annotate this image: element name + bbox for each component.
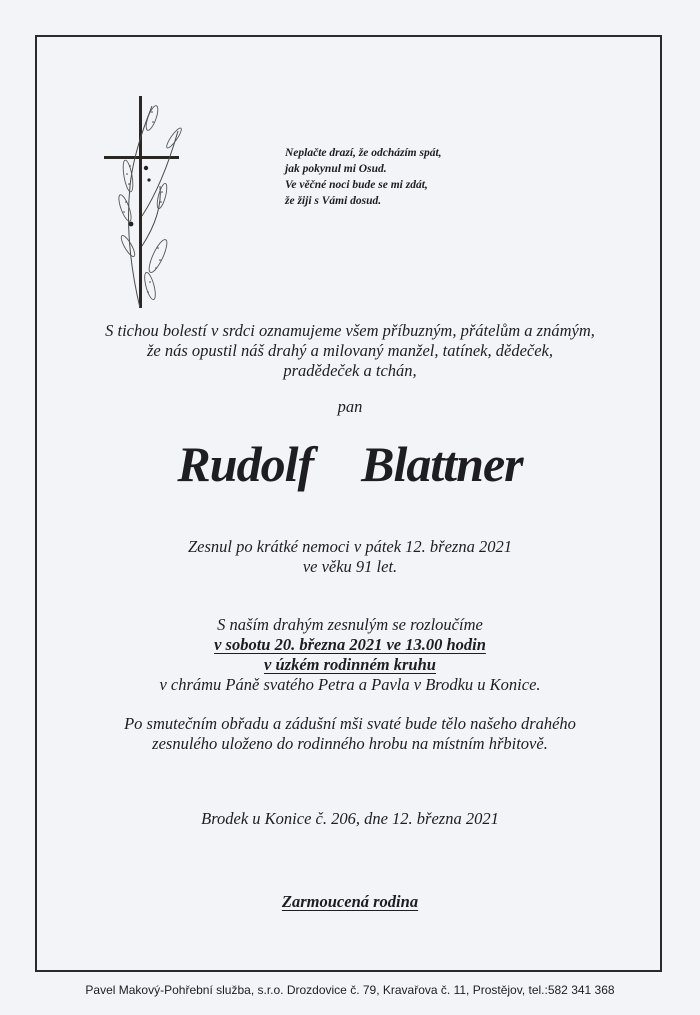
poem-line: Neplačte drazí, že odcházím spát,	[285, 147, 442, 159]
farewell-details	[0, 615, 700, 695]
poem-line: Ve věčné noci bude se mi zdát,	[285, 179, 428, 191]
signoff	[0, 892, 700, 912]
poem-line: že žiji s Vámi dosud.	[285, 195, 382, 207]
cross-with-branch-icon	[100, 96, 185, 308]
announcement-line: pradědeček a tchán,	[283, 361, 417, 380]
last-name: Blattner	[361, 436, 523, 492]
burial-line: zesnulého uloženo do rodinného hrobu na místním hřbitově.	[152, 734, 548, 753]
farewell-circle: v úzkém rodinném kruhu	[264, 655, 436, 674]
burial-notice	[0, 714, 700, 754]
memorial-poem	[285, 145, 442, 209]
first-name: Rudolf	[177, 436, 314, 492]
farewell-date: v sobotu 20. března 2021 ve 13.00 hodin	[214, 635, 486, 654]
poem-line: jak pokynul mi Osud.	[285, 163, 387, 175]
announcement-line: S tichou bolestí v srdci oznamujeme všem příbuzným, přátelům a známým,	[105, 321, 595, 340]
death-line: Zesnul po krátké nemoci v pátek 12. března 2021	[188, 537, 512, 556]
announcement-text	[0, 321, 700, 381]
deceased-name	[0, 432, 700, 496]
announcement-line: že nás opustil náš drahý a milovaný manžel, tatínek, dědeček,	[147, 341, 553, 360]
farewell-place: v chrámu Páně svatého Petra a Pavla v Brodku u Konice.	[159, 675, 541, 694]
place-date-text: Brodek u Konice č. 206, dne 12. března 2021	[201, 809, 499, 828]
funeral-service-footer: Pavel Makový-Pohřební služba, s.r.o. Drozdovice č. 79, Kravařova č. 11, Prostějov, tel.:582 341 368	[85, 983, 615, 997]
signoff-text: Zarmoucená rodina	[281, 892, 419, 911]
place-and-date	[0, 809, 700, 829]
death-notice	[0, 537, 700, 577]
farewell-intro: S naším drahým zesnulým se rozloučíme	[217, 615, 483, 634]
title-text: pan	[337, 397, 363, 416]
burial-line: Po smutečním obřadu a zádušní mši svaté bude tělo našeho drahého	[124, 714, 576, 733]
death-line: ve věku 91 let.	[302, 557, 398, 576]
title-label	[0, 397, 700, 417]
